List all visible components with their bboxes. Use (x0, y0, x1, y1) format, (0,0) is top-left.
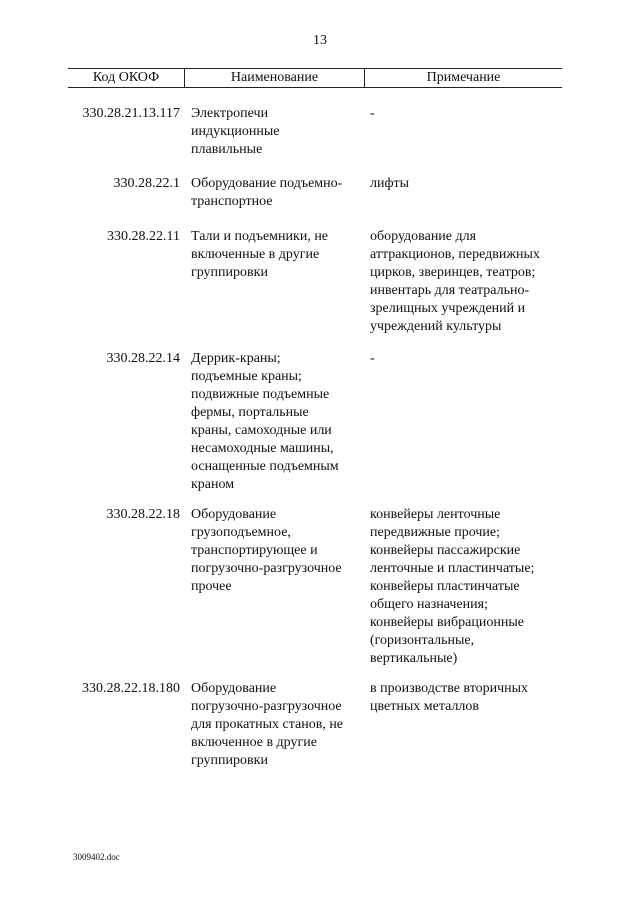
row-code: 330.28.22.18 (106, 507, 180, 522)
row-code: 330.28.22.11 (107, 229, 180, 244)
header-code: Код ОКОФ (92, 70, 160, 85)
row-name: Электропечи индукционные плавильные (191, 106, 280, 157)
table-header-top-rule (68, 68, 562, 69)
row-code: 330.28.22.18.180 (82, 681, 180, 696)
row-note: оборудование для аттракционов, передвижных цирков, зверинцев, театров; инвентарь для театрально- зрелищных учреждений и учреждений культуры (370, 229, 540, 334)
page-number: 13 (313, 33, 327, 48)
row-code: 330.28.22.1 (113, 176, 180, 191)
footer-file-name: 3009402.doc (73, 852, 120, 862)
row-note: конвейеры ленточные передвижные прочие; конвейеры пассажирские ленточные и пластинчатые; конвейеры пластинчатые общего назначения; конвейеры вибрационные (горизонтальные, вертикальные) (370, 507, 535, 666)
row-name: Оборудование подъемно- транспортное (191, 176, 343, 209)
row-note: лифты (370, 176, 410, 191)
header-name: Наименование (230, 70, 319, 85)
row-name: Оборудование грузоподъемное, транспортирующее и погрузочно-разгрузочное прочее (191, 507, 342, 594)
header-note: Примечание (426, 70, 501, 85)
row-name: Деррик-краны; подъемные краны; подвижные подъемные фермы, портальные краны, самоходные или несамоходные машины, оснащенные подъемным краном (191, 351, 339, 492)
row-code: 330.28.22.14 (106, 351, 180, 366)
table-header-bottom-rule (68, 87, 562, 88)
row-code: 330.28.21.13.117 (82, 106, 180, 121)
row-name: Тали и подъемники, не включенные в другие группировки (191, 229, 329, 280)
row-note: - (370, 106, 375, 121)
row-note: - (370, 351, 375, 366)
row-name: Оборудование погрузочно-разгрузочное для прокатных станов, не включенное в другие группировки (191, 681, 344, 768)
row-note: в производстве вторичных цветных металлов (370, 681, 529, 714)
